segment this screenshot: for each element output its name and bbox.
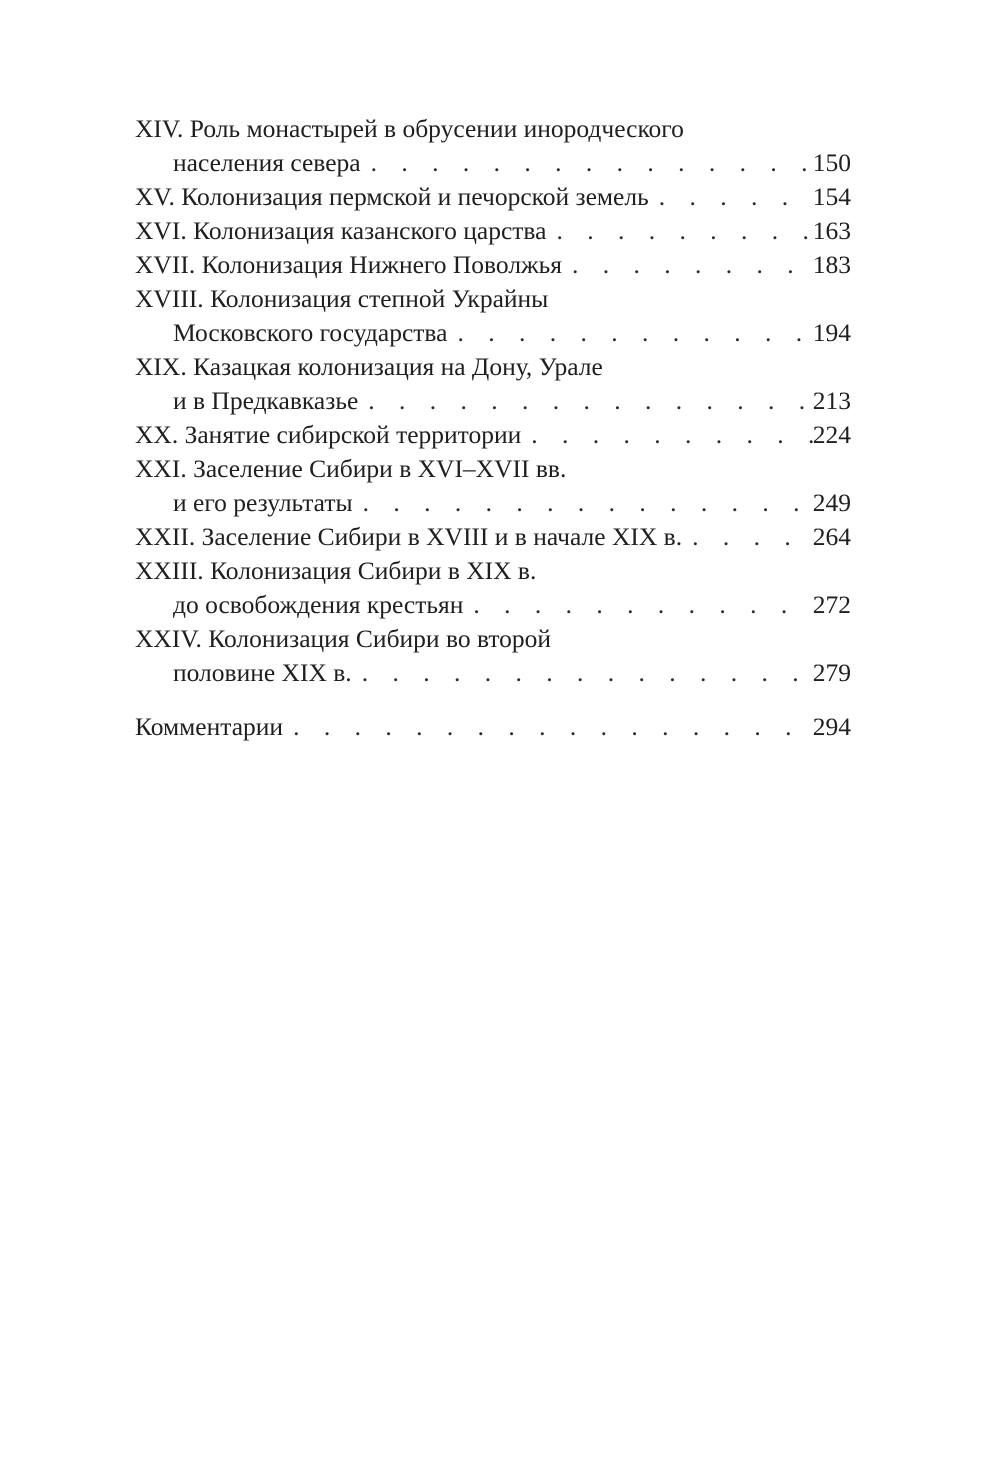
dot-leader [562, 248, 813, 282]
toc-entry-line [135, 622, 851, 656]
toc-entry-xvi[interactable] [135, 214, 851, 248]
toc-entry-xxiv[interactable] [135, 622, 851, 690]
table-of-contents [135, 112, 851, 744]
toc-entry-line [135, 248, 851, 282]
dot-leader [463, 588, 812, 622]
page-number: 264 [812, 522, 851, 551]
toc-entry-xx[interactable] [135, 418, 851, 452]
toc-entry-line [135, 214, 851, 248]
chapter-title: Колонизация казанского царства [193, 216, 547, 245]
chapter-number: XVIII. [135, 284, 204, 313]
chapter-title-continuation: и в Предкавказье [173, 386, 359, 415]
toc-entry-line [135, 656, 851, 690]
toc-entry-xxii[interactable] [135, 520, 851, 554]
toc-entry-xix[interactable] [135, 350, 851, 418]
commentary-title: Комментарии [135, 712, 284, 741]
dot-leader [361, 146, 813, 180]
toc-entry-line [135, 710, 851, 744]
dot-leader [521, 418, 812, 452]
dot-leader [283, 710, 813, 744]
chapter-number: XXI. [135, 454, 187, 483]
toc-entry-line [135, 554, 851, 588]
dot-leader [649, 180, 813, 214]
chapter-title: Казацкая колонизация на Дону, Урале [193, 352, 603, 381]
toc-entry-line [135, 418, 851, 452]
page-number: 213 [812, 386, 851, 415]
toc-entry-xviii[interactable] [135, 282, 851, 350]
chapter-title: Колонизация Сибири в XIX в. [210, 556, 537, 585]
chapter-title: Роль монастырей в обрусении инородческого [189, 114, 684, 143]
toc-entry-line [135, 486, 851, 520]
toc-entry-xv[interactable] [135, 180, 851, 214]
toc-entry-line [135, 384, 851, 418]
toc-entry-line [135, 146, 851, 180]
chapter-number: XX. [135, 420, 179, 449]
toc-entry-xxi[interactable] [135, 452, 851, 520]
toc-entry-xxiii[interactable] [135, 554, 851, 622]
toc-entry-xiv[interactable] [135, 112, 851, 180]
toc-entry-line [135, 180, 851, 214]
chapter-number: XXIV. [135, 624, 202, 653]
dot-leader [353, 486, 813, 520]
dot-leader [546, 214, 812, 248]
chapter-title: Колонизация Нижнего Поволжья [201, 250, 563, 279]
page-number: 224 [812, 420, 851, 449]
chapter-number: XV. [135, 182, 175, 211]
dot-leader [682, 520, 813, 554]
chapter-number: XIV. [135, 114, 184, 143]
toc-entry-line [135, 520, 851, 554]
chapter-number: XVII. [135, 250, 196, 279]
section-gap [135, 690, 851, 710]
chapter-title: Заселение Сибири в XVI–XVII вв. [193, 454, 567, 483]
chapter-title: Колонизация Сибири во второй [208, 624, 552, 653]
page-number: 154 [812, 182, 851, 211]
chapter-number: XXII. [135, 522, 196, 551]
dot-leader [447, 316, 812, 350]
toc-entry-line [135, 452, 851, 486]
chapter-title-continuation: и его результаты [173, 488, 353, 517]
toc-entry-xvii[interactable] [135, 248, 851, 282]
chapter-number: XVI. [135, 216, 187, 245]
toc-entry-line [135, 588, 851, 622]
page-number: 272 [812, 590, 851, 619]
chapter-title-continuation: до освобождения крестьян [173, 590, 464, 619]
toc-entry-line [135, 316, 851, 350]
toc-entry-line [135, 282, 851, 316]
chapter-number: XXIII. [135, 556, 204, 585]
dot-leader [358, 384, 812, 418]
page-number: 249 [812, 488, 851, 517]
dot-leader [352, 656, 813, 690]
page-number: 279 [812, 658, 851, 687]
chapter-title: Заселение Сибири в XVIII и в начале XIX в. [201, 522, 683, 551]
chapter-number: XIX. [135, 352, 187, 381]
page-number: 294 [812, 712, 851, 741]
chapter-title-continuation: Московского государства [173, 318, 448, 347]
toc-entry-line [135, 350, 851, 384]
chapter-title-continuation: населения севера [173, 148, 361, 177]
chapter-title: Занятие сибирской территории [184, 420, 522, 449]
chapter-title: Колонизация степной Украйны [210, 284, 549, 313]
page-number: 183 [812, 250, 851, 279]
page-number: 194 [812, 318, 851, 347]
chapter-title: Колонизация пермской и печорской земель [181, 182, 649, 211]
page-number: 163 [812, 216, 851, 245]
page-number: 150 [812, 148, 851, 177]
chapter-title-continuation: половине XIX в. [173, 658, 352, 687]
toc-entry-line [135, 112, 851, 146]
toc-entry-commentary[interactable] [135, 710, 851, 744]
